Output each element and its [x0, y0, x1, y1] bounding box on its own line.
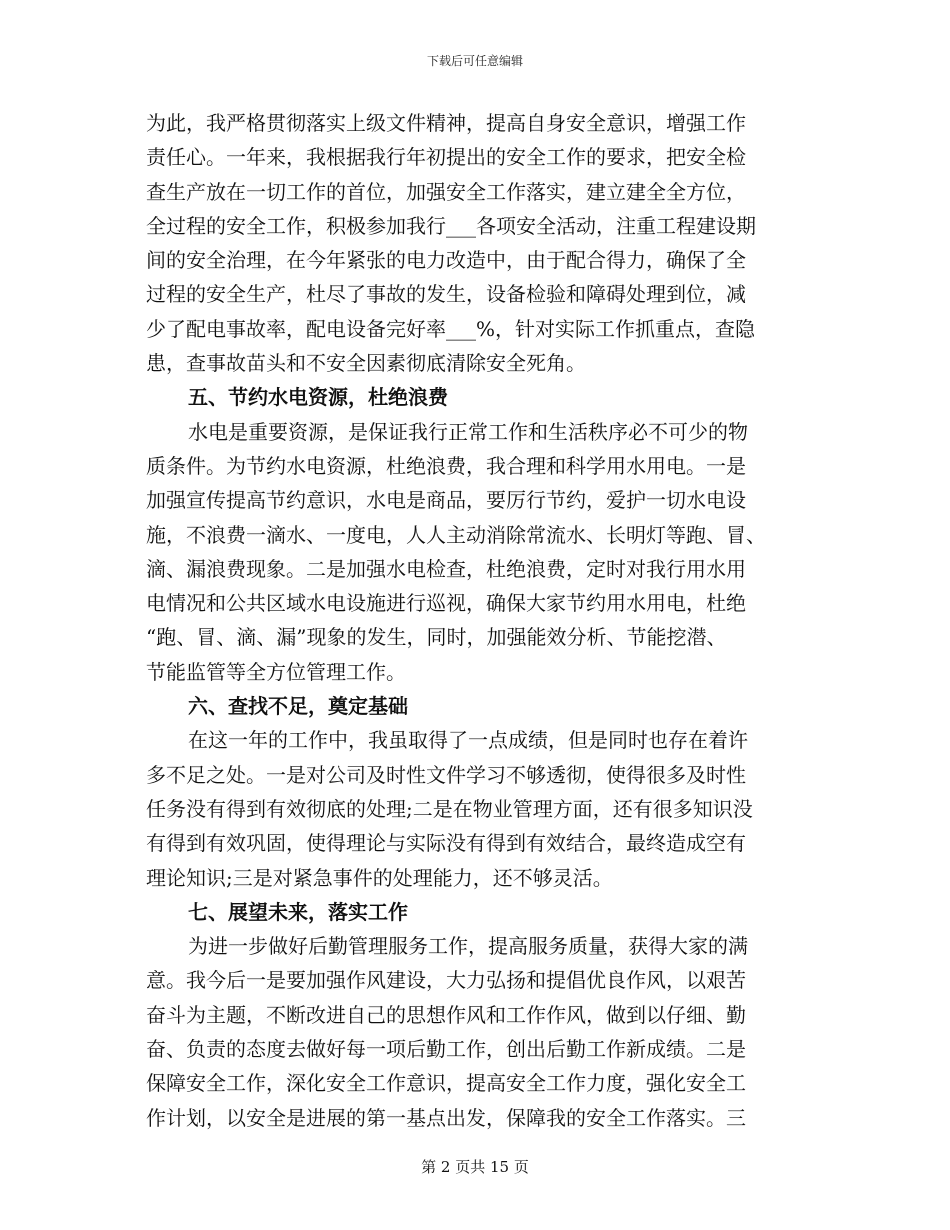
paragraph-line: 多不足之处。一是对公司及时性文件学习不够透彻，使得很多及时性 — [146, 762, 746, 787]
paragraph-line: 任务没有得到有效彻底的处理;二是在物业管理方面，还有很多知识没 — [146, 796, 753, 821]
paragraph-line: 意。我今后一是要加强作风建设，大力弘扬和提倡优良作风，以艰苦 — [146, 968, 746, 993]
paragraph-line: 全过程的安全工作，积极参加我行___各项安全活动，注重工程建设期 — [146, 213, 756, 238]
section-heading: 六、查找不足，奠定基础 — [188, 694, 408, 719]
paragraph-line: 奋斗为主题，不断改进自己的思想作风和工作作风，做到以仔细、勤 — [146, 1002, 746, 1027]
paragraph-line: “跑、冒、滴、漏”现象的发生，同时，加强能效分析、节能挖潜、 — [146, 625, 727, 650]
paragraph-line: 间的安全治理，在今年紧张的电力改造中，由于配合得力，确保了全 — [146, 248, 746, 273]
paragraph-line: 作计划，以安全是进展的第一基点出发，保障我的安全工作落实。三 — [146, 1105, 746, 1130]
paragraph-line: 患，查事故苗头和不安全因素彻底清除安全死角。 — [146, 351, 586, 376]
paragraph-line: 奋、负责的态度去做好每一项后勤工作，创出后勤工作新成绩。二是 — [146, 1037, 746, 1062]
paragraph-line: 为进一步做好后勤管理服务工作，提高服务质量，获得大家的满 — [188, 934, 748, 959]
paragraph-line: 施，不浪费一滴水、一度电，人人主动消除常流水、长明灯等跑、冒、 — [146, 522, 766, 547]
paragraph-line: 责任心。一年来，我根据我行年初提出的安全工作的要求，把安全检 — [146, 145, 746, 170]
page-footer: 第 2 页共 15 页 — [421, 1158, 529, 1176]
paragraph-line: 过程的安全生产，杜尽了事故的发生，设备检验和障碍处理到位，减 — [146, 282, 746, 307]
paragraph-line: 保障安全工作，深化安全工作意识，提高安全工作力度，强化安全工 — [146, 1071, 746, 1096]
section-heading: 五、节约水电资源，杜绝浪费 — [188, 385, 448, 410]
paragraph-line: 有得到有效巩固，使得理论与实际没有得到有效结合，最终造成空有 — [146, 831, 746, 856]
paragraph-line: 电情况和公共区域水电设施进行巡视，确保大家节约用水用电，杜绝 — [146, 591, 746, 616]
paragraph-line: 水电是重要资源，是保证我行正常工作和生活秩序必不可少的物 — [188, 419, 748, 444]
page-header: 下载后可任意编辑 — [426, 54, 523, 68]
paragraph-line: 加强宣传提高节约意识，水电是商品，要厉行节约，爱护一切水电设 — [146, 488, 746, 513]
paragraph-line: 节能监管等全方位管理工作。 — [146, 659, 406, 684]
section-heading: 七、展望未来，落实工作 — [188, 899, 408, 924]
paragraph-line: 滴、漏浪费现象。二是加强水电检查，杜绝浪费，定时对我行用水用 — [146, 556, 746, 581]
paragraph-line: 质条件。为节约水电资源，杜绝浪费，我合理和科学用水用电。一是 — [146, 453, 746, 478]
paragraph-line: 在这一年的工作中，我虽取得了一点成绩，但是同时也存在着许 — [188, 728, 748, 753]
document-body — [146, 106, 816, 1135]
paragraph-line: 少了配电事故率，配电设备完好率___%，针对实际工作抓重点，查隐 — [146, 316, 756, 341]
paragraph-line: 为此，我严格贯彻落实上级文件精神，提高自身安全意识，增强工作 — [146, 111, 746, 135]
paragraph-line: 理论知识;三是对紧急事件的处理能力，还不够灵活。 — [146, 865, 613, 890]
paragraph-line: 查生产放在一切工作的首位，加强安全工作落实，建立建全全方位， — [146, 179, 746, 204]
